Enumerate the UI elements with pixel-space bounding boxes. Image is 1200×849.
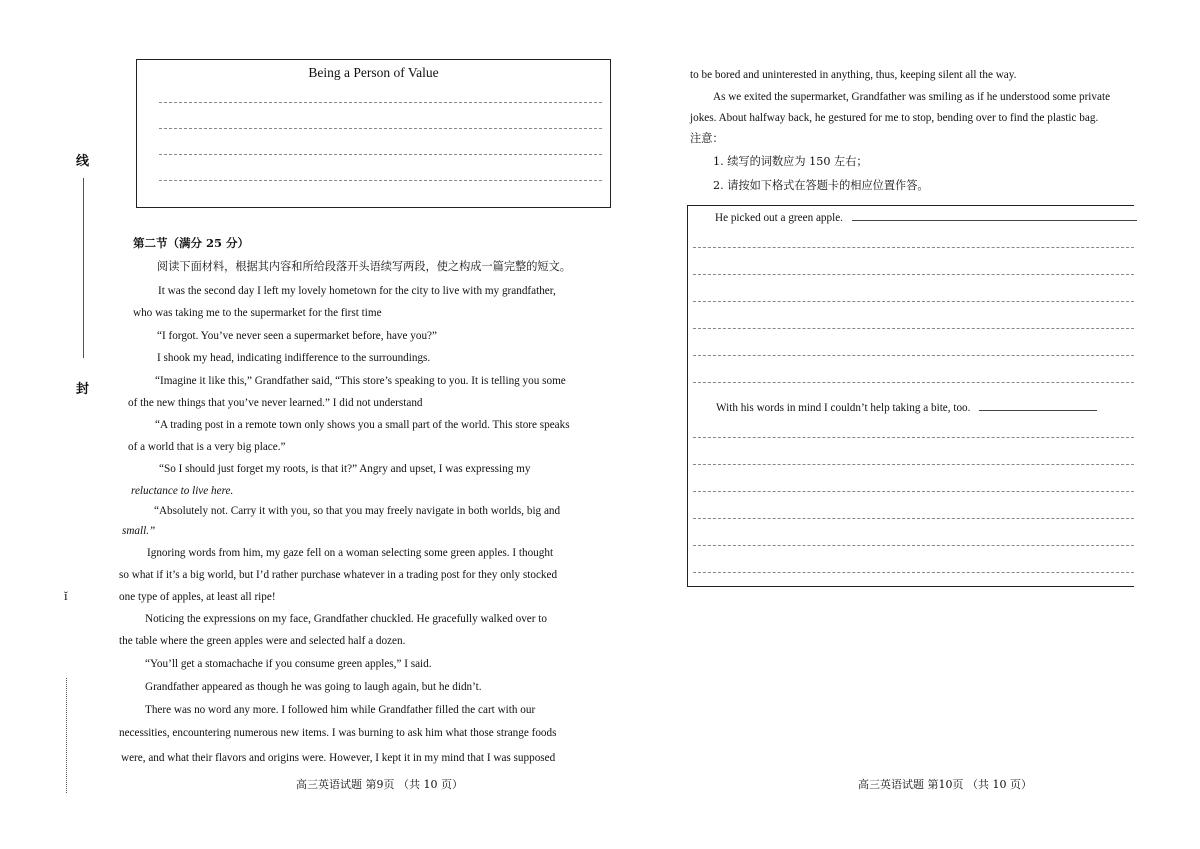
writing-line — [693, 437, 1134, 438]
binding-mark-small: ǐ — [64, 588, 68, 603]
paragraph-2-start — [716, 400, 1097, 415]
writing-line — [693, 572, 1134, 573]
binding-mark-seal: 封 — [76, 382, 90, 397]
story-line: the table where the green apples were and selected half a dozen. — [119, 635, 406, 647]
story-line: were, and what their flavors and origins were. However, I kept it in my mind that I was supposed — [121, 752, 556, 764]
binding-line — [83, 178, 84, 358]
section-heading: 第二节（满分 25 分） — [133, 236, 250, 250]
paragraph-2-opening: With his words in mind I couldn’t help taking a bite, too. — [716, 402, 971, 414]
essay-title: Being a Person of Value — [308, 65, 439, 80]
story-line: “Absolutely not. Carry it with you, so that you may freely navigate in both worlds, big and — [154, 505, 561, 517]
writing-line — [693, 545, 1134, 546]
writing-line — [693, 491, 1134, 492]
story-line: “Imagine it like this,” Grandfather said, “This store’s speaking to you. It is telling you some — [155, 375, 566, 387]
writing-line — [693, 464, 1134, 465]
writing-line — [693, 518, 1134, 519]
note-item: 2. 请按如下格式在答题卡的相应位置作答。 — [713, 179, 929, 192]
writing-line — [159, 180, 602, 181]
story-line: reluctance to live here. — [131, 485, 234, 497]
writing-line — [693, 382, 1134, 383]
story-line: of a world that is a very big place.” — [128, 441, 286, 453]
story-line: “I forgot. You’ve never seen a supermarket before, have you?” — [157, 330, 437, 342]
writing-line — [159, 102, 602, 103]
writing-line — [159, 128, 602, 129]
story-line: It was the second day I left my lovely hometown for the city to live with my grandfather, — [158, 285, 556, 297]
note-item: 1. 续写的词数应为 150 左右； — [713, 155, 868, 168]
story-line: of the new things that you’ve never learned.” I did not understand — [128, 397, 423, 409]
binding-dotted-line — [66, 678, 67, 793]
story-line: There was no word any more. I followed him while Grandfather filled the cart with our — [145, 704, 536, 716]
writing-line — [979, 400, 1097, 411]
writing-line — [693, 355, 1134, 356]
story-line: I shook my head, indicating indifference to the surroundings. — [157, 352, 431, 364]
story-line: so what if it’s a big world, but I’d rather purchase whatever in a trading post for they only stocked — [119, 569, 558, 581]
story-line: jokes. About halfway back, he gestured for me to stop, bending over to find the plastic bag. — [690, 112, 1099, 124]
paragraph-1-opening: He picked out a green apple. — [715, 212, 843, 224]
title-writing-box — [136, 59, 611, 208]
writing-line — [693, 328, 1134, 329]
story-line: small.” — [122, 525, 156, 537]
instruction-text: 阅读下面材料，根据其内容和所给段落开头语续写两段，使之构成一篇完整的短文。 — [157, 260, 571, 273]
page-footer: 高三英语试题 第10页 （共 10 页） — [858, 778, 1032, 791]
writing-line — [693, 274, 1134, 275]
story-line: one type of apples, at least all ripe! — [119, 591, 276, 603]
story-line: who was taking me to the supermarket for the first time — [133, 307, 382, 319]
binding-mark-line: 线 — [76, 154, 90, 169]
story-line: “A trading post in a remote town only shows you a small part of the world. This store speaks — [155, 419, 570, 431]
story-line: As we exited the supermarket, Grandfather was smiling as if he understood some private — [713, 91, 1111, 103]
story-line: necessities, encountering numerous new items. I was burning to ask him what those strange foods — [119, 727, 557, 739]
note-label: 注意： — [690, 132, 724, 145]
writing-line — [159, 154, 602, 155]
story-line: Grandfather appeared as though he was going to laugh again, but he didn’t. — [145, 681, 482, 693]
story-line: to be bored and uninterested in anything, thus, keeping silent all the way. — [690, 69, 1017, 81]
page-footer: 高三英语试题 第9页 （共 10 页） — [296, 778, 463, 791]
paragraph-1-start — [715, 210, 1137, 225]
continuation-writing-box — [687, 205, 1134, 587]
writing-line — [852, 210, 1137, 221]
writing-line — [693, 301, 1134, 302]
story-line: Ignoring words from him, my gaze fell on a woman selecting some green apples. I thought — [147, 547, 554, 559]
story-line: “So I should just forget my roots, is that it?” Angry and upset, I was expressing my — [159, 463, 531, 475]
story-line: Noticing the expressions on my face, Grandfather chuckled. He gracefully walked over to — [145, 613, 547, 625]
story-line: “You’ll get a stomachache if you consume green apples,” I said. — [145, 658, 432, 670]
writing-line — [693, 247, 1134, 248]
